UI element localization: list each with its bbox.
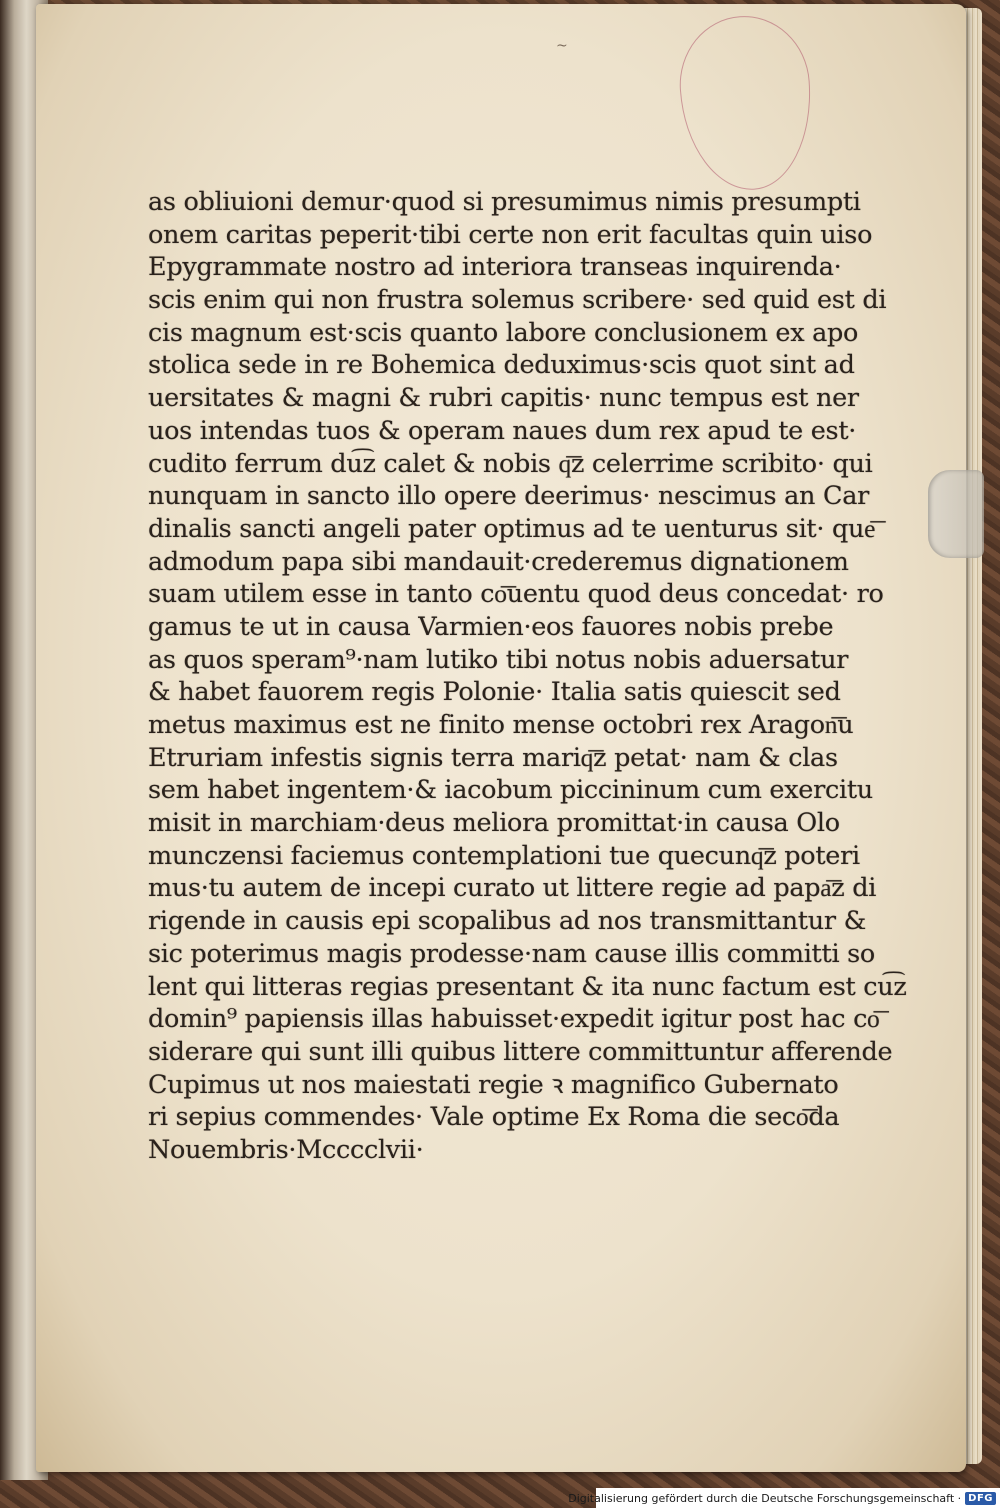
text-line: rigende in causis epi scopalibus ad nos transmittantur &: [148, 906, 866, 937]
text-line: ri sepius commendes· Vale optime Ex Roma die seco͞da: [148, 1102, 840, 1133]
text-line: domin⁹ papiensis illas habuisset·expedit igitur post hac co͞: [148, 1004, 880, 1035]
text-line: mus·tu autem de incepi curato ut littere regie ad papa͞z di: [148, 873, 877, 904]
text-line: Etruriam infestis signis terra mariq͞z petat· nam & clas: [148, 742, 838, 773]
incunable-text: [148, 186, 907, 1167]
text-line: as quos speram⁹·nam lutiko tibi notus nobis aduersatur: [148, 644, 849, 675]
text-line: metus maximus est ne finito mense octobri rex Aragon͞u: [148, 710, 854, 740]
text-line: nunquam in sancto illo opere deerimus· nescimus an Car: [148, 481, 869, 512]
text-line: dinalis sancti angeli pater optimus ad te uenturus sit· que͞: [148, 513, 876, 544]
page-clip: [928, 470, 984, 558]
text-line: Epygrammate nostro ad interiora transeas inquirenda·: [148, 252, 842, 283]
digitization-credit-bar: [568, 1488, 1000, 1508]
text-line: scis enim qui non frustra solemus scribere· sed quid est di: [148, 285, 887, 316]
text-line: lent qui litteras regias presentant & ita nunc factum est cu͡z: [148, 971, 907, 1002]
pencil-ring-mark: [675, 12, 817, 195]
text-line: munczensi faciemus contemplationi tue quecunq͞z poteri: [148, 840, 860, 871]
pencil-mark: ~: [556, 38, 568, 54]
text-line: misit in marchiam·deus meliora promittat·in causa Olo: [148, 808, 840, 839]
text-line: cis magnum est·scis quanto labore conclusionem ex apo: [148, 317, 859, 348]
dfg-logo: DFG: [965, 1492, 996, 1505]
text-line: cudito ferrum du͡z calet & nobis q͞z celerrime scribito· qui: [148, 448, 873, 479]
text-line: uersitates & magni & rubri capitis· nunc tempus est ner: [148, 383, 859, 414]
text-line: Cupimus ut nos maiestati regie ꝛ magnifico Gubernato: [148, 1069, 839, 1100]
digitization-credit: Digitalisierung gefördert durch die Deutsche Forschungsgemeinschaft ·: [568, 1491, 962, 1505]
text-line: uos intendas tuos & operam naues dum rex apud te est·: [148, 415, 857, 446]
text-line: stolica sede in re Bohemica deduximus·scis quot sint ad: [148, 350, 855, 381]
text-line: sic poterimus magis prodesse·nam cause illis committi so: [148, 938, 875, 969]
text-line: admodum papa sibi mandauit·crederemus dignationem: [148, 546, 849, 577]
text-line: & habet fauorem regis Polonie· Italia satis quiescit sed: [148, 677, 841, 708]
text-line: Nouembris·Mcccclvii·: [148, 1134, 424, 1165]
text-line: as obliuioni demur·quod si presumimus nimis presumpti: [148, 187, 861, 217]
text-line: onem caritas peperit·tibi certe non erit facultas quin uiso: [148, 219, 873, 250]
text-line: sem habet ingentem·& iacobum piccininum cum exercitu: [148, 775, 873, 806]
text-line: gamus te ut in causa Varmien·eos fauores nobis prebe: [148, 611, 834, 642]
text-line: siderare qui sunt illi quibus littere committuntur afferende: [148, 1036, 893, 1067]
text-line: suam utilem esse in tanto co͞uentu quod deus concedat· ro: [148, 579, 884, 610]
